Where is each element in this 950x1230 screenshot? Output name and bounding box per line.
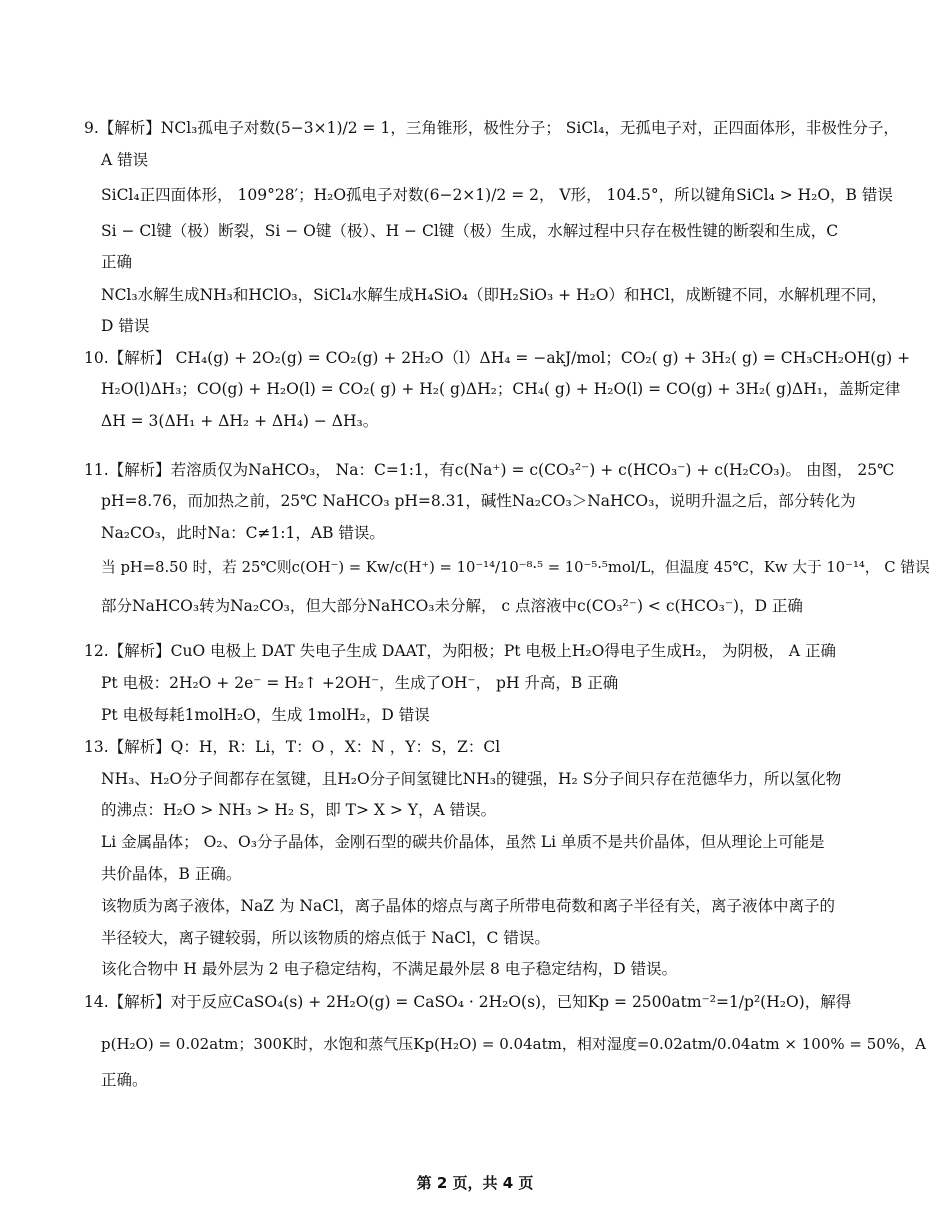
q9-line-2: A 错误 <box>101 151 149 169</box>
q13-line-6: 该物质为离子液体，NaZ 为 NaCl，离子晶体的熔点与离子所带电荷数和离子半径有关，离子液体中离子的 <box>101 897 836 915</box>
q9-line-7: D 错误 <box>101 317 150 335</box>
q10-line-3: ΔH = 3(ΔH₁ + ΔH₂ + ΔH₄) − ΔH₃。 <box>101 412 379 430</box>
q11-line-1: 11.【解析】若溶质仅为NaHCO₃， Na：C=1:1，有c(Na⁺) = c(CO₃²⁻) + c(HCO₃⁻) + c(H₂CO₃)。 由图， 25℃ <box>84 461 895 479</box>
q9-line-3: SiCl₄正四面体形， 109°28′；H₂O孤电子对数(6−2×1)/2 = 2， V形， 104.5°，所以键角SiCl₄ > H₂O，B 错误 <box>101 186 893 204</box>
q11-line-3: Na₂CO₃，此时Na：C≠1:1，AB 错误。 <box>101 524 385 542</box>
q11-line-5: 部分NaHCO₃转为Na₂CO₃，但大部分NaHCO₃未分解， c 点溶液中c(CO₃²⁻) < c(HCO₃⁻)，D 正确 <box>101 597 803 615</box>
q12-line-1: 12.【解析】CuO 电极上 DAT 失电子生成 DAAT，为阳极；Pt 电极上H₂O得电子生成H₂， 为阴极， A 正确 <box>84 642 837 660</box>
q9-line-6: NCl₃水解生成NH₃和HClO₃，SiCl₄水解生成H₄SiO₄（即H₂SiO₃ + H₂O）和HCl，成断键不同，水解机理不同， <box>101 286 887 304</box>
q14-line-2: p(H₂O) = 0.02atm；300K时，水饱和蒸气压Kp(H₂O) = 0.04atm，相对湿度=0.02atm/0.04atm × 100% = 50%，A <box>101 1035 926 1053</box>
q14-line-1: 14.【解析】对于反应CaSO₄(s) + 2H₂O(g) = CaSO₄ · 2H₂O(s)，已知Kp = 2500atm⁻²=1/p²(H₂O)，解得 <box>84 993 852 1011</box>
q9-line-4: Si − Cl键（极）断裂，Si − O键（极）、H − Cl键（极）生成，水解过程中只存在极性键的断裂和生成，C <box>101 222 839 240</box>
page-number-footer: 第 2 页，共 4 页 <box>416 1174 534 1192</box>
q11-line-4: 当 pH=8.50 时，若 25℃则c(OH⁻) = Kw/c(H⁺) = 10⁻¹⁴/10⁻⁸·⁵ = 10⁻⁵·⁵mol/L，但温度 45℃，Kw 大于 10⁻¹⁴， C 错误 <box>101 559 930 576</box>
q10-line-2: H₂O(l)ΔH₃；CO(g) + H₂O(l) = CO₂( g) + H₂( g)ΔH₂；CH₄( g) + H₂O(l) = CO(g) + 3H₂( g)ΔH₁，盖斯定律 <box>101 380 901 398</box>
q13-line-2: NH₃、H₂O分子间都存在氢键，且H₂O分子间氢键比NH₃的键强，H₂ S分子间只存在范德华力，所以氢化物 <box>101 770 842 788</box>
q13-line-8: 该化合物中 H 最外层为 2 电子稳定结构，不满足最外层 8 电子稳定结构，D 错误。 <box>101 960 678 978</box>
q9-line-1: 9.【解析】NCl₃孤电子对数(5−3×1)/2 = 1，三角锥形，极性分子； SiCl₄，无孤电子对，正四面体形，非极性分子， <box>84 119 899 137</box>
q13-line-5: 共价晶体，B 正确。 <box>101 865 242 883</box>
q13-line-1: 13.【解析】Q：H，R：Li，T：O ，X：N ，Y：S，Z：Cl <box>84 738 501 756</box>
q12-line-2: Pt 电极：2H₂O + 2e⁻ = H₂↑ +2OH⁻，生成了OH⁻， pH 升高，B 正确 <box>101 674 619 692</box>
q14-line-3: 正确。 <box>101 1071 148 1089</box>
q11-line-2: pH=8.76，而加热之前，25℃ NaHCO₃ pH=8.31，碱性Na₂CO₃＞NaHCO₃，说明升温之后，部分转化为 <box>101 492 856 510</box>
q13-line-7: 半径较大，离子键较弱，所以该物质的熔点低于 NaCl，C 错误。 <box>101 929 550 947</box>
q13-line-3: 的沸点：H₂O > NH₃ > H₂ S，即 T> X > Y，A 错误。 <box>101 801 497 819</box>
q10-line-1: 10.【解析】 CH₄(g) + 2O₂(g) = CO₂(g) + 2H₂O（l）ΔH₄ = −akJ/mol；CO₂( g) + 3H₂( g) = CH₃CH₂OH(g) + <box>84 349 911 367</box>
q9-line-5: 正确 <box>101 253 133 271</box>
q12-line-3: Pt 电极每耗1molH₂O，生成 1molH₂，D 错误 <box>101 706 430 724</box>
q13-line-4: Li 金属晶体； O₂、O₃分子晶体，金刚石型的碳共价晶体，虽然 Li 单质不是共价晶体，但从理论上可能是 <box>101 833 825 851</box>
